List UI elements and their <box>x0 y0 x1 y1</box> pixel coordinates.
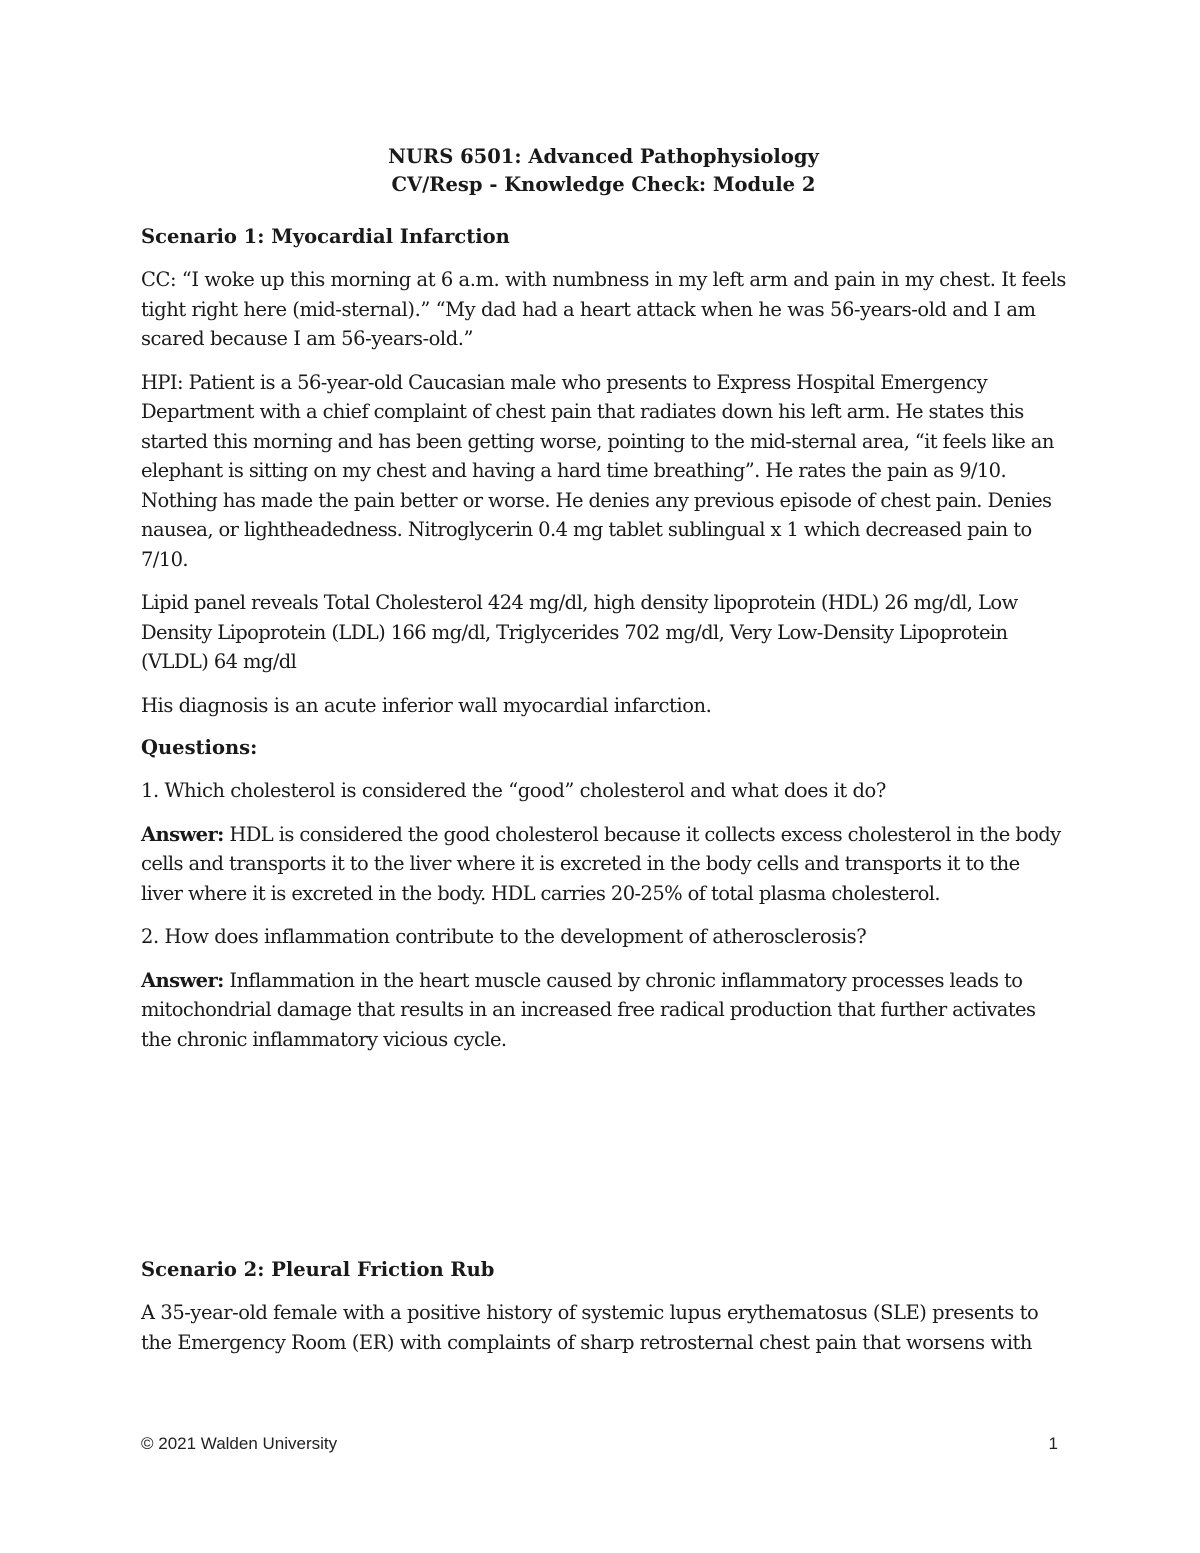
course-title: NURS 6501: Advanced Pathophysiology <box>388 145 819 168</box>
title-block <box>141 143 1066 199</box>
assignment-title: CV/Resp - Knowledge Check: Module 2 <box>391 173 816 196</box>
chief-complaint: CC: “I woke up this morning at 6 a.m. with numbness in my left arm and pain in my chest. It feels tight right here (mid-sternal).” “My dad had a heart attack when he was 56-years-old and I am scared because I am 56-years-old.” <box>141 268 1066 350</box>
copyright-text: © 2021 Walden University <box>141 1434 338 1453</box>
question-1: 1. Which cholesterol is considered the “good” cholesterol and what does it do? <box>141 779 886 802</box>
document-body <box>141 143 1066 1371</box>
diagnosis: His diagnosis is an acute inferior wall myocardial infarction. <box>141 693 712 717</box>
questions-heading: Questions: <box>141 736 258 759</box>
answer-2-text: Inflammation in the heart muscle caused by chronic inflammatory processes leads to mitochondrial damage that results in an increased free radical production that further activates the chronic inflammatory vicious cycle. <box>141 968 1036 1051</box>
answer-1-label: Answer: <box>141 822 224 846</box>
page-spacer <box>141 1068 1066 1256</box>
answer-2 <box>141 966 1066 1055</box>
history-present-illness: HPI: Patient is a 56-year-old Caucasian male who presents to Express Hospital Emergency Department with a chief complaint of chest pain that radiates down his left arm. He states this started this morning and has been getting worse, pointing to the mid-sternal area, “it feels like an elephant is sitting on my chest and having a hard time breathing”. He rates the pain as 9/10. Nothing has made the pain better or worse. He denies any previous episode of chest pain. Denies nausea, or lightheadedness. Nitroglycerin 0.4 mg tablet sublingual x 1 which decreased pain to 7/10. <box>141 370 1054 571</box>
answer-1 <box>141 820 1066 909</box>
scenario2-heading: Scenario 2: Pleural Friction Rub <box>141 1258 495 1281</box>
answer-1-text: HDL is considered the good cholesterol because it collects excess cholesterol in the body cells and transports it to the liver where it is excreted in the body cells and transports it to the liver where it is excreted in the body. HDL carries 20-25% of total plasma cholesterol. <box>141 822 1061 905</box>
answer-2-label: Answer: <box>141 968 224 992</box>
scenario1-heading: Scenario 1: Myocardial Infarction <box>141 225 510 248</box>
lipid-panel: Lipid panel reveals Total Cholesterol 424 mg/dl, high density lipoprotein (HDL) 26 mg/dl, Low Density Lipoprotein (LDL) 166 mg/dl, Triglycerides 702 mg/dl, Very Low-Density Lipoprotein (VLDL) 64 mg/dl <box>141 591 1018 673</box>
scenario2-intro: A 35-year-old female with a positive history of systemic lupus erythematosus (SLE) presents to the Emergency Room (ER) with complaints of sharp retrosternal chest pain that worsens with <box>141 1301 1039 1354</box>
question-2: 2. How does inflammation contribute to the development of atherosclerosis? <box>141 925 867 948</box>
page-number: 1 <box>1048 1434 1058 1453</box>
